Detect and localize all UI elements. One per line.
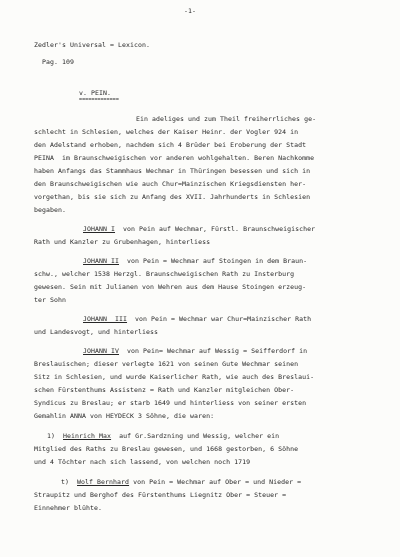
son-name: Wolf Bernhard — [77, 478, 130, 486]
entry-name: JOHANN II — [83, 257, 120, 265]
entry-line: gewesen. Sein mit Julianen von Wehren aus dem Hause Stoingen erzeug- — [34, 283, 307, 291]
entry-line: ter Sohn — [34, 296, 67, 304]
entry-name: JOHANN I — [83, 225, 116, 233]
entry-line-rest: von Pein= Wechmar auf Wessig = Seifferdorf in — [119, 347, 308, 355]
son-first-line — [47, 432, 279, 440]
entry-name: JOHANN III — [83, 315, 128, 323]
intro-line: Ein adeliges und zum Theil freiherrliches ge- — [136, 115, 317, 123]
entry-name: JOHANN IV — [83, 347, 120, 355]
intro-line: den Braunschweigischen wie auch Chur=Mainzischen Kriegsdiensten her- — [34, 180, 307, 188]
entry-line: Rath und Kanzler zu Grubenhagen, hinterliess — [34, 238, 211, 246]
entry-first-line — [83, 225, 315, 233]
entry-line: Sitz in Schlesien, und wurde Kaiserlicher Rath, wie auch des Breslaui- — [34, 373, 315, 381]
entry-line: und Landesvogt, und hinterliess — [34, 328, 159, 336]
source-page: Pag. 109 — [42, 58, 75, 66]
entry-line-rest: von Pein = Wechmar auf Stoingen in dem Braun- — [119, 257, 308, 265]
intro-line: den Adelstand erhoben, nachdem sich 4 Brüder bei Eroberung der Stadt — [34, 141, 307, 149]
son-number: 1) — [47, 432, 56, 440]
son-line: Mitglied des Raths zu Breslau gewesen, und 1668 gestorben, 6 Söhne — [34, 445, 299, 453]
son-line: Straupitz und Berghof des Fürstenthums Liegnitz Ober = Steuer = — [34, 491, 287, 499]
son-line: Einnehmer blühte. — [34, 504, 103, 512]
intro-line: vorgethan, bis sie sich zu Anfang des XVII. Jahrhunderts in Schlesien — [34, 193, 311, 201]
entry-line: Gemahlin ANNA von HEYDECK 3 Söhne, die waren: — [34, 412, 215, 420]
entry-line: Breslauischen; dieser verlegte 1621 von seinen Gute Wechmar seinen — [34, 360, 299, 368]
source-title: Zedler's Universal = Lexicon. — [34, 41, 151, 49]
article-heading: v. PEIN. — [79, 89, 112, 97]
son-line: und 4 Töchter nach sich lassend, von welchen noch 1719 — [34, 458, 251, 466]
son-number: t) — [61, 478, 70, 486]
intro-line: schlecht in Schlesien, welches der Kaiser Heinr. der Vogler 924 in — [34, 128, 299, 136]
entry-line-rest: von Pein = Wechmar war Chur=Mainzischer Rath — [127, 315, 312, 323]
entry-line-rest: von Pein auf Wechmar, Fürstl. Braunschweigischer — [115, 225, 316, 233]
entry-first-line — [83, 315, 311, 323]
son-name: Heinrich Max — [63, 432, 112, 440]
son-line-rest: auf Gr.Sardzning und Wessig, welcher ein — [111, 432, 280, 440]
entry-first-line — [83, 347, 307, 355]
intro-line: begaben. — [34, 206, 67, 214]
entry-line: schen Fürstenthums Assistenz = Rath und Kanzler mitgleichen Ober- — [34, 386, 295, 394]
son-line-rest: von Pein = Wechmar auf Ober = und Nieder = — [129, 478, 302, 486]
entry-first-line — [83, 257, 307, 265]
intro-line: haben Anfangs das Stammhaus Wechmar in Thüringen besessen und sich in — [34, 167, 311, 175]
entry-line: schw., welcher 1538 Herzgl. Braunschweigischen Rath zu Insterburg — [34, 270, 295, 278]
heading-rule: ============= — [79, 97, 119, 103]
entry-line: Syndicus zu Breslau; er starb 1649 und hinterliess von seiner ersten — [34, 399, 307, 407]
son-first-line — [61, 478, 301, 486]
page-number: -1- — [184, 7, 197, 15]
intro-line: PEINA im Braunschweigischen vor anderen wohlgehalten. Beren Nachkomme — [34, 154, 315, 162]
